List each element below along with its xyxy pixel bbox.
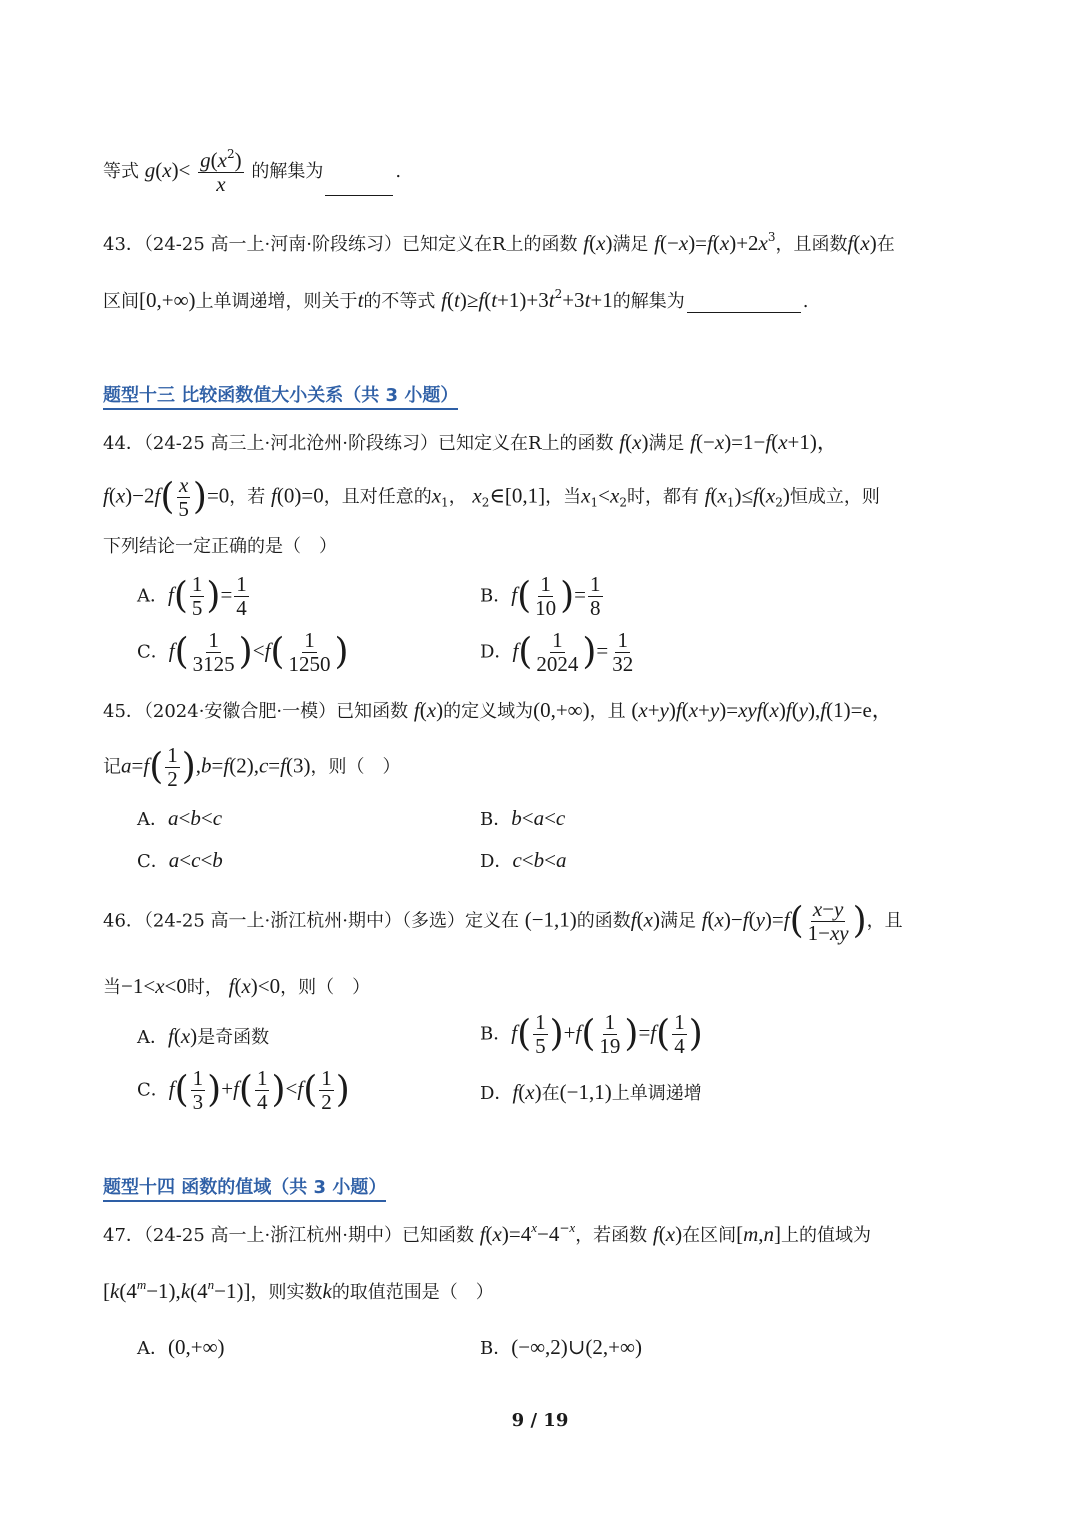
q43-line1: 43．（24-25 高一上·河南·阶段练习）已知定义在R上的函数 f(x)满足 $f(-x)=f(x)+2x^3$，且函数f(x)在 <box>103 230 895 255</box>
q45-line1: 45．（2024·安徽合肥·一模）已知函数 f(x)的定义域为(0,+∞)，且 (x+y)f(x+y)=xyf(x)f(y),f(1)=e， <box>103 698 893 722</box>
section-heading-13: 题型十三 比较函数值大小关系（共 3 小题） <box>103 381 458 410</box>
q46-option-a: A．f(x)是奇函数 <box>137 1024 270 1048</box>
q45-line2: 记a=f( $\frac{1}{2}$ ),b=f(2),c=f(3)，则（ ） <box>103 743 401 792</box>
q45-option-c: C．a<c<b <box>137 848 223 872</box>
q44-option-b: B．f( $\frac{1}{10}$ )= $\frac{1}{8}$ <box>480 572 601 621</box>
q46-option-b: B．f( $\frac{1}{5}$ )+f( $\frac{1}{19}$ )=f( $\frac{1}{4}$ ) <box>480 1010 703 1059</box>
q46-option-c: C．f( $\frac{1}{3}$ )+f( $\frac{1}{4}$ )<f( $\frac{1}{2}$ ) <box>137 1066 350 1115</box>
section-heading-14: 题型十四 函数的值域（共 3 小题） <box>103 1173 386 1202</box>
page-number: 9 / 19 <box>511 1410 569 1431</box>
q44-line1: 44．（24-25 高三上·河北沧州·阶段练习）已知定义在R上的函数 f(x)满足 f(−x)=1−f(x+1)， <box>103 430 838 454</box>
q44-line3: 下列结论一定正确的是（ ） <box>103 536 337 557</box>
q45-option-b: B．b<a<c <box>480 806 566 830</box>
q46-option-d: D．f(x)在(−1,1)上单调递增 <box>480 1080 702 1104</box>
q43-line2: 区间[0,+∞)上单调递增，则关于t的不等式 $f(t)\ge f(t+1)+3t^2+3t+1$的解集为 . <box>103 287 809 312</box>
q46-line1: 46．（24-25 高一上·浙江杭州·期中）（多选）定义在 (−1,1)的函数f(x)满足 f(x)−f(y)=f( $\frac{x-y}{1-xy}$ )，且 <box>103 897 903 946</box>
q44-option-c: C．f( $\frac{1}{3125}$ )<f( $\frac{1}{1250}$ ) <box>137 628 349 677</box>
q42-tail: 等式 g(x)< $\frac{g(x^2)}{x}$ 的解集为 . <box>103 147 402 197</box>
q44-line2: f(x)−2f( $\frac{x}{5}$ )=0，若 f(0)=0，且对任意的$x_1$， $x_2\in[0,1]$，当$x_1<x_2$时，都有 $f(x_1)\le f(x_2)$恒成立，则 <box>103 473 880 522</box>
q47-line2: $[k(4^m-1),k(4^n-1)]$，则实数k的取值范围是（ ） <box>103 1277 494 1303</box>
q47-line1: 47．（24-25 高一上·浙江杭州·期中）已知函数 $f(x)=4^x-4^{-x}$，若函数 f(x)在区间[m,n]上的值域为 <box>103 1220 872 1246</box>
q45-option-a: A．a<b<c <box>137 806 223 830</box>
q44-option-a: A．f( $\frac{1}{5}$ )= $\frac{1}{4}$ <box>137 572 247 621</box>
q47-option-a: A．(0,+∞) <box>137 1335 225 1359</box>
q44-option-d: D．f( $\frac{1}{2024}$ )= $\frac{1}{32}$ <box>480 628 634 677</box>
q46-line2: 当−1<x<0时， f(x)<0，则（ ） <box>103 974 371 998</box>
q45-option-d: D．c<b<a <box>480 848 567 872</box>
q47-option-b: B．(−∞,2)∪(2,+∞) <box>480 1335 642 1359</box>
